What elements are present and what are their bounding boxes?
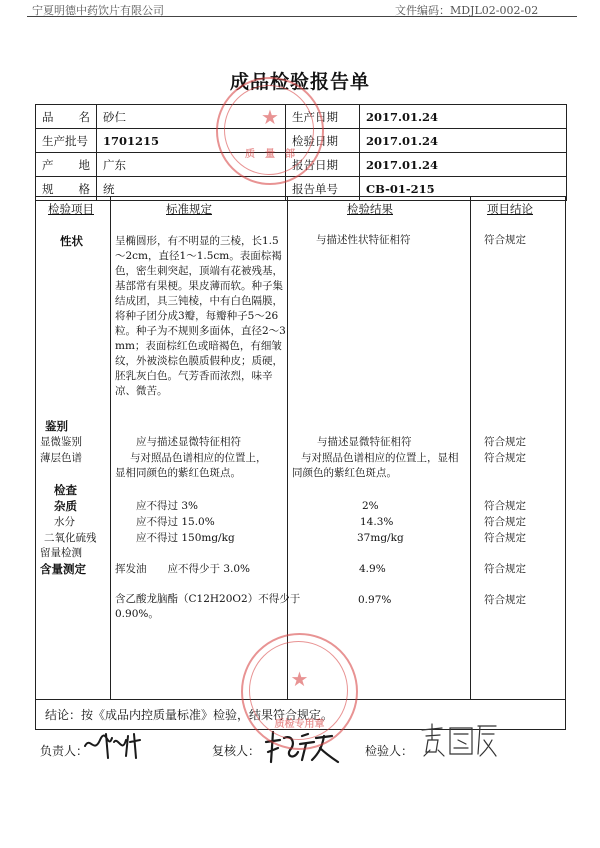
report-no-label: 报告单号 bbox=[286, 177, 360, 201]
assay-label: 含量测定 bbox=[40, 562, 86, 576]
moisture-result: 14.3% bbox=[360, 516, 394, 528]
tlc-standard-line-1: 与对照品色谱相应的位置上， bbox=[130, 452, 267, 464]
column-divider bbox=[110, 197, 111, 699]
production-date-value: 2017.01.24 bbox=[360, 105, 567, 129]
so2-conclusion: 符合规定 bbox=[484, 532, 526, 544]
ester-conclusion: 符合规定 bbox=[484, 594, 526, 606]
moisture-label: 水分 bbox=[54, 516, 75, 528]
tests-label: 检查 bbox=[54, 483, 77, 497]
column-header-result: 检验结果 bbox=[347, 202, 393, 216]
batch-label: 生产批号 bbox=[36, 129, 97, 153]
quality-department-seal bbox=[216, 77, 324, 185]
seal-star-icon: ★ bbox=[290, 667, 309, 691]
tlc-result-line-1: 与对照品色谱相应的位置上，显相 bbox=[301, 452, 459, 464]
micro-conclusion: 符合规定 bbox=[484, 436, 526, 448]
micro-label: 显微鉴别 bbox=[40, 436, 82, 448]
micro-standard: 应与描述显微特征相符 bbox=[136, 436, 241, 448]
moisture-conclusion: 符合规定 bbox=[484, 516, 526, 528]
ester-standard-line-2: 0.90%。 bbox=[115, 608, 159, 620]
seal-text: 质检专用章 bbox=[274, 719, 325, 730]
origin-label: 产 地 bbox=[36, 153, 97, 177]
report-date-value: 2017.01.24 bbox=[360, 153, 567, 177]
responsible-label: 负责人： bbox=[40, 744, 89, 758]
so2-result: 37mg/kg bbox=[357, 532, 404, 544]
inspector-signature bbox=[418, 720, 500, 760]
tlc-standard-line-2: 显相同颜色的紫红色斑点。 bbox=[115, 467, 241, 479]
oil-conclusion: 符合规定 bbox=[484, 563, 526, 575]
spec-label: 规 格 bbox=[36, 177, 97, 201]
document-code: 文件编码：MDJL02-002-02 bbox=[395, 4, 539, 17]
name-value: 砂仁 bbox=[97, 105, 286, 129]
inspector-label: 检验人： bbox=[365, 744, 414, 758]
tlc-conclusion: 符合规定 bbox=[484, 452, 526, 464]
batch-value: 1701215 bbox=[97, 129, 286, 153]
tlc-result-line-2: 同颜色的紫红色斑点。 bbox=[292, 467, 397, 479]
impurity-result: 2% bbox=[362, 500, 379, 512]
inspection-date-value: 2017.01.24 bbox=[360, 129, 567, 153]
identification-label: 鉴别 bbox=[45, 419, 68, 433]
responsible-signature bbox=[82, 728, 144, 762]
character-result: 与描述性状特征相符 bbox=[316, 234, 411, 246]
company-name: 宁夏明德中药饮片有限公司 bbox=[32, 4, 164, 17]
column-header-item: 检验项目 bbox=[48, 202, 94, 216]
report-date-label: 报告日期 bbox=[286, 153, 360, 177]
tlc-label: 薄层色谱 bbox=[40, 452, 82, 464]
overall-conclusion: 结论：按《成品内控质量标准》检验，结果符合规定。 bbox=[45, 708, 334, 722]
inspection-date-label: 检验日期 bbox=[286, 129, 360, 153]
seal-star-icon: ★ bbox=[261, 105, 279, 129]
seal-text: 质 量 部 bbox=[245, 149, 295, 160]
production-date-label: 生产日期 bbox=[286, 105, 360, 129]
impurity-label: 杂质 bbox=[54, 499, 77, 513]
report-title: 成品检验报告单 bbox=[229, 71, 370, 93]
ester-result: 0.97% bbox=[358, 594, 392, 606]
character-conclusion: 符合规定 bbox=[484, 234, 526, 246]
quality-inspection-seal bbox=[241, 633, 358, 750]
character-label: 性状 bbox=[60, 234, 83, 248]
impurity-conclusion: 符合规定 bbox=[484, 500, 526, 512]
oil-standard: 挥发油 应不得少于 3.0% bbox=[115, 563, 251, 575]
moisture-standard: 应不得过 15.0% bbox=[136, 516, 215, 528]
origin-value: 广东 bbox=[97, 153, 286, 177]
oil-result: 4.9% bbox=[359, 563, 386, 575]
spec-value: 统 bbox=[97, 177, 286, 201]
character-standard: 呈椭圆形，有不明显的三棱，长1.5～2cm，直径1～1.5cm。表面棕褐色，密生刺突起，顶端有花被残基，基部常有果梗。果皮薄而软。种子集结成团，具三钝棱，中有白色隔膜，将种子团分成3瓣，每瓣种子5～26粒。种子为不规则多面体，直径2～3mm；表面棕红色或暗褐色，有细皱纹，外被淡棕色膜质假种皮；质硬，胚乳灰白色。气芳香而浓烈，味辛凉、微苦。 bbox=[115, 235, 286, 397]
so2-label-line-1: 二氧化硫残 bbox=[44, 532, 97, 544]
reviewer-label: 复核人： bbox=[212, 744, 261, 758]
column-divider bbox=[470, 197, 471, 699]
column-header-standard: 标准规定 bbox=[166, 202, 212, 216]
so2-label-line-2: 留量检测 bbox=[40, 547, 82, 559]
so2-standard: 应不得过 150mg/kg bbox=[136, 532, 235, 544]
impurity-standard: 应不得过 3% bbox=[136, 500, 198, 512]
column-divider bbox=[287, 197, 288, 699]
micro-result: 与描述显微特征相符 bbox=[317, 436, 412, 448]
header-divider bbox=[27, 16, 577, 17]
column-header-conclusion: 项目结论 bbox=[487, 202, 533, 216]
ester-standard-line-1: 含乙酸龙脑酯（C12H20O2）不得少于 bbox=[115, 593, 301, 605]
report-no-value: CB-01-215 bbox=[360, 177, 567, 201]
name-label: 品 名 bbox=[36, 105, 97, 129]
